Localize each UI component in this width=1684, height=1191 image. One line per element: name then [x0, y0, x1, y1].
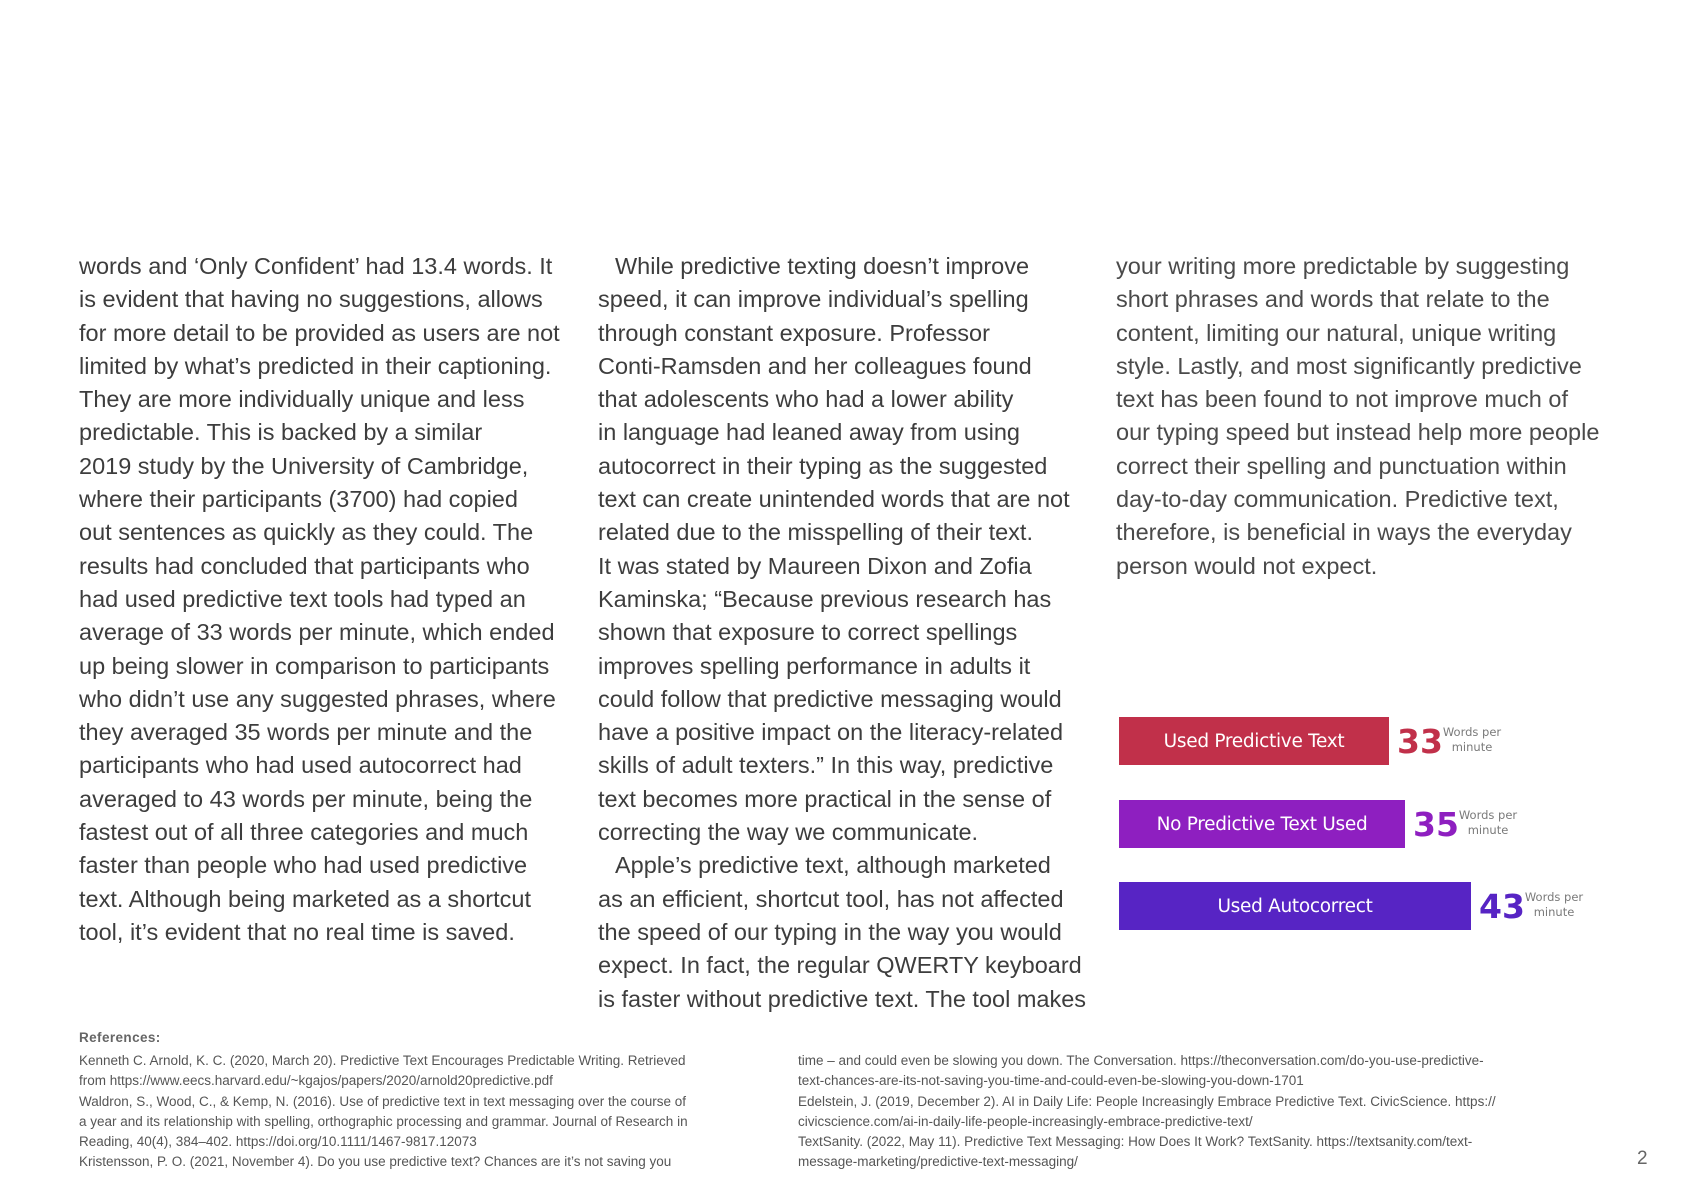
body-column-3	[1116, 250, 1599, 583]
body-line: 2019 study by the University of Cambridge,	[79, 452, 529, 479]
chart-bar	[1119, 800, 1405, 848]
reference-line: civicscience.com/ai-in-daily-life-people-increasingly-embrace-predictive-text/	[798, 1113, 1253, 1129]
chart-unit-text: Words per	[1524, 890, 1584, 904]
body-line: out sentences as quickly as they could. The	[79, 519, 534, 546]
reference-line: a year and its relationship with spelling, orthographic processing and grammar. Journal of Research in	[79, 1113, 688, 1129]
body-line: shown that exposure to correct spellings	[598, 619, 1018, 646]
body-line: predictable. This is backed by a similar	[79, 419, 483, 446]
body-line: fastest out of all three categories and much	[79, 819, 529, 846]
body-line: as an efficient, shortcut tool, has not affected	[598, 885, 1064, 912]
chart-bar	[1119, 717, 1389, 765]
body-line: had used predictive text tools had typed an	[79, 585, 526, 612]
chart-unit-label	[1519, 890, 1589, 920]
reference-line: message-marketing/predictive-text-messaging/	[798, 1154, 1078, 1170]
body-line: could follow that predictive messaging would	[598, 685, 1062, 712]
page-number: 2	[1637, 1148, 1648, 1169]
body-line: Conti-Ramsden and her colleagues found	[598, 352, 1032, 379]
body-line: related due to the misspelling of their text.	[598, 519, 1033, 546]
body-line: Apple’s predictive text, although marketed	[615, 852, 1051, 879]
reference-line: Kristensson, P. O. (2021, November 4). Do you use predictive text? Chances are it’s not saving you	[79, 1154, 672, 1170]
body-line: correct their spelling and punctuation within	[1116, 452, 1567, 479]
body-line: our typing speed but instead help more people	[1116, 419, 1600, 446]
chart-bar-label: Used Predictive Text	[1163, 730, 1345, 752]
body-line: average of 33 words per minute, which ended	[79, 619, 555, 646]
body-line: faster than people who had used predictive	[79, 852, 528, 879]
chart-bar-label: No Predictive Text Used	[1156, 813, 1368, 835]
body-line: text. Although being marketed as a shortcut	[79, 885, 531, 912]
body-line: While predictive texting doesn’t improve	[615, 253, 1030, 279]
body-line: content, limiting our natural, unique writing	[1116, 319, 1557, 346]
body-line: the speed of our typing in the way you would	[598, 918, 1062, 945]
body-line: who didn’t use any suggested phrases, where	[79, 685, 556, 712]
chart-unit-text: minute	[1451, 740, 1493, 754]
chart-bar-label: Used Autocorrect	[1217, 895, 1373, 917]
chart-unit-text: minute	[1533, 905, 1575, 919]
body-line: your writing more predictable by suggesting	[1116, 253, 1570, 279]
body-line: where their participants (3700) had copied	[79, 486, 518, 513]
reference-line: Waldron, S., Wood, C., & Kemp, N. (2016). Use of predictive text in text messaging over the course of	[79, 1093, 687, 1109]
body-line: style. Lastly, and most significantly predictive	[1116, 352, 1582, 379]
reference-line: TextSanity. (2022, May 11). Predictive Text Messaging: How Does It Work? TextSanity. https://textsanity.com/text-	[798, 1134, 1473, 1150]
body-line: is evident that having no suggestions, allows	[79, 286, 543, 313]
body-line: text can create unintended words that are not	[598, 486, 1070, 513]
body-line: participants who had used autocorrect had	[79, 752, 522, 779]
reference-line: text-chances-are-its-not-saving-you-time-and-could-even-be-slowing-you-down-1701	[798, 1073, 1304, 1089]
body-line: short phrases and words that relate to the	[1116, 286, 1550, 313]
body-line: through constant exposure. Professor	[598, 319, 990, 346]
body-line: averaged to 43 words per minute, being the	[79, 785, 533, 812]
body-line: improves spelling performance in adults it	[598, 652, 1031, 679]
body-line: in language had leaned away from using	[598, 419, 1020, 446]
reference-line: Kenneth C. Arnold, K. C. (2020, March 20). Predictive Text Encourages Predictable Writing. Retrieved	[79, 1053, 686, 1068]
body-line: correcting the way we communicate.	[598, 819, 979, 846]
body-line: for more detail to be provided as users are not	[79, 319, 560, 346]
body-line: text becomes more practical in the sense of	[598, 785, 1052, 812]
body-line: up being slower in comparison to participants	[79, 652, 550, 679]
chart-unit-text: Words per	[1458, 808, 1518, 822]
body-line: skills of adult texters.” In this way, predictive	[598, 752, 1054, 779]
body-line: person would not expect.	[1116, 552, 1378, 579]
body-line: results had concluded that participants who	[79, 552, 530, 579]
body-line: tool, it’s evident that no real time is saved.	[79, 918, 515, 945]
chart-unit-label	[1437, 725, 1507, 755]
body-line: autocorrect in their typing as the suggested	[598, 452, 1048, 479]
body-line: that adolescents who had a lower ability	[598, 386, 1014, 413]
body-line: have a positive impact on the literacy-related	[598, 719, 1064, 746]
body-line: text has been found to not improve much of	[1116, 386, 1568, 413]
chart-value-label: 43	[1479, 887, 1525, 926]
body-line: therefore, is beneficial in ways the everyday	[1116, 519, 1572, 546]
references-title: References:	[79, 1030, 161, 1045]
reference-line: time – and could even be slowing you down. The Conversation. https://theconversation.com/do-you-use-predictive-	[798, 1053, 1484, 1068]
chart-value-label: 35	[1413, 805, 1459, 844]
chart-bar	[1119, 882, 1471, 930]
body-line: Kaminska; “Because previous research has	[598, 585, 1052, 612]
body-line: is faster without predictive text. The tool makes	[598, 985, 1087, 1012]
body-line: expect. In fact, the regular QWERTY keyboard	[598, 952, 1082, 979]
chart-unit-label	[1453, 808, 1523, 838]
body-line: day-to-day communication. Predictive text,	[1116, 486, 1559, 513]
chart-value-label: 33	[1397, 722, 1443, 761]
body-line: they averaged 35 words per minute and the	[79, 719, 533, 746]
body-line: limited by what’s predicted in their captioning.	[79, 352, 552, 379]
body-line: It was stated by Maureen Dixon and Zofia	[598, 552, 1032, 579]
references-column-1	[79, 1051, 688, 1173]
references-column-2	[798, 1051, 1496, 1173]
body-line: speed, it can improve individual’s spelling	[598, 286, 1029, 313]
body-column-1	[79, 250, 560, 949]
body-column-2	[598, 250, 1086, 1016]
chart-unit-text: Words per	[1442, 725, 1502, 739]
reference-line: from https://www.eecs.harvard.edu/~kgajos/papers/2020/arnold20predictive.pdf	[79, 1073, 553, 1089]
body-line: They are more individually unique and less	[79, 386, 525, 413]
reference-line: Reading, 40(4), 384–402. https://doi.org/10.1111/1467-9817.12073	[79, 1134, 477, 1150]
chart-unit-text: minute	[1467, 823, 1509, 837]
reference-line: Edelstein, J. (2019, December 2). AI in Daily Life: People Increasingly Embrace Predictive Text. CivicScience. https://	[798, 1093, 1496, 1109]
body-line: words and ‘Only Confident’ had 13.4 words. It	[79, 253, 553, 279]
